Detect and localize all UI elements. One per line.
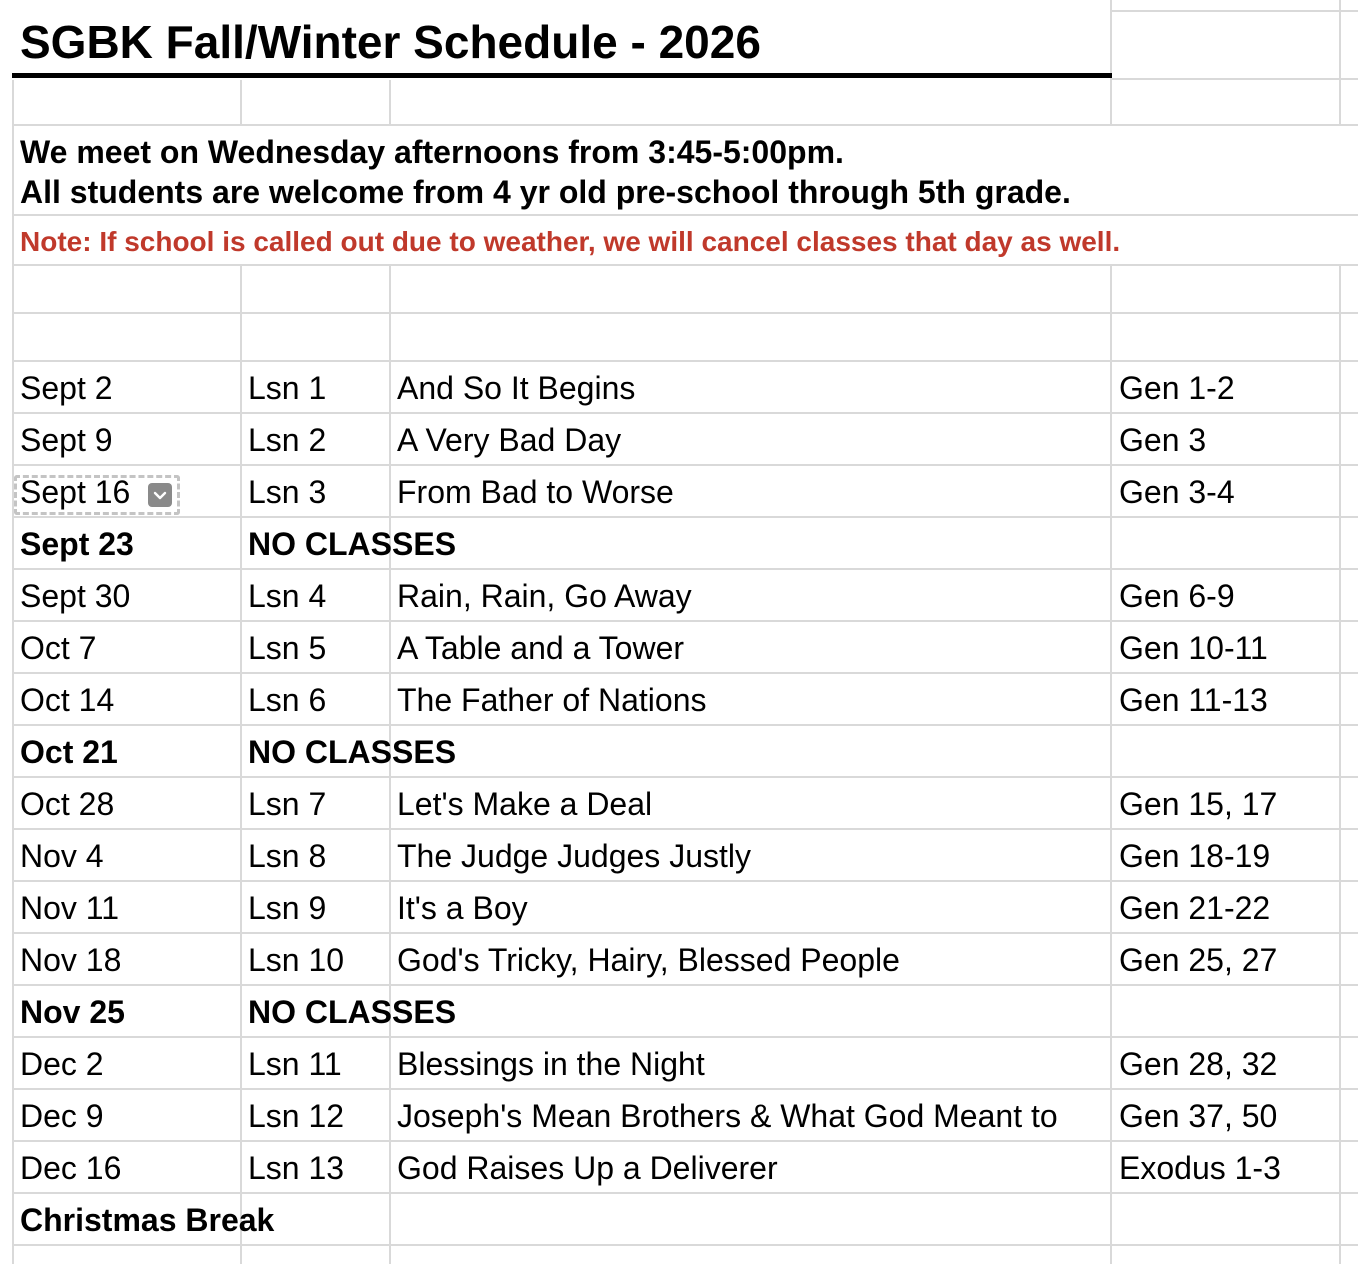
grid-line: [1110, 78, 1358, 80]
lesson-cell[interactable]: Lsn 13: [248, 1150, 345, 1186]
lesson-title-cell[interactable]: A Table and a Tower: [397, 630, 685, 666]
lesson-cell[interactable]: Lsn 10: [248, 942, 345, 978]
no-classes-label[interactable]: NO CLASSES: [248, 734, 457, 770]
date-cell[interactable]: Oct 14: [20, 682, 115, 718]
lesson-cell[interactable]: Lsn 9: [248, 890, 327, 926]
lesson-title-cell[interactable]: From Bad to Worse: [397, 474, 674, 510]
date-cell[interactable]: Nov 25: [20, 994, 125, 1030]
scripture-cell[interactable]: Gen 11-13: [1119, 682, 1268, 718]
grid-line: [1110, 266, 1112, 1264]
date-cell[interactable]: Dec 16: [20, 1150, 122, 1186]
grid-line: [389, 80, 391, 126]
lesson-cell[interactable]: Lsn 12: [248, 1098, 345, 1134]
lesson-title-cell[interactable]: And So It Begins: [397, 370, 636, 406]
grid-line: [240, 80, 242, 126]
weather-note[interactable]: Note: If school is called out due to weather, we will cancel classes that day as well.: [20, 226, 1121, 257]
lesson-title-cell[interactable]: A Very Bad Day: [397, 422, 622, 458]
date-cell[interactable]: Oct 28: [20, 786, 115, 822]
no-classes-label[interactable]: NO CLASSES: [248, 526, 457, 562]
grid-line: [1339, 0, 1341, 126]
scripture-cell[interactable]: Gen 10-11: [1119, 630, 1268, 666]
lesson-title-cell[interactable]: Let's Make a Deal: [397, 786, 653, 822]
grid-line: [1339, 266, 1341, 1264]
scripture-cell[interactable]: Gen 25, 27: [1119, 942, 1278, 978]
scripture-cell[interactable]: Gen 18-19: [1119, 838, 1271, 874]
date-cell[interactable]: Dec 9: [20, 1098, 104, 1134]
scripture-cell[interactable]: Gen 28, 32: [1119, 1046, 1278, 1082]
grid-line: [12, 312, 1358, 314]
lesson-cell[interactable]: Lsn 11: [248, 1046, 342, 1082]
scripture-cell[interactable]: Gen 3-4: [1119, 474, 1235, 510]
grid-line: [12, 360, 1358, 362]
date-cell[interactable]: Sept 23: [20, 526, 134, 562]
lesson-title-cell[interactable]: Blessings in the Night: [397, 1046, 705, 1082]
scripture-cell[interactable]: Gen 6-9: [1119, 578, 1235, 614]
date-cell[interactable]: Nov 11: [20, 890, 120, 926]
grid-line: [12, 264, 1358, 266]
lesson-title-cell[interactable]: The Judge Judges Justly: [397, 838, 751, 874]
date-cell[interactable]: Nov 4: [20, 838, 104, 874]
grid-line: [1110, 10, 1358, 12]
scripture-cell[interactable]: Exodus 1-3: [1119, 1150, 1281, 1186]
scripture-cell[interactable]: Gen 37, 50: [1119, 1098, 1278, 1134]
scripture-cell[interactable]: Gen 3: [1119, 422, 1207, 458]
grid-line: [12, 124, 1358, 126]
lesson-title-cell[interactable]: Rain, Rain, Go Away: [397, 578, 692, 614]
lesson-title-cell[interactable]: It's a Boy: [397, 890, 528, 926]
lesson-cell[interactable]: Lsn 3: [248, 474, 327, 510]
grid-line: [12, 214, 1358, 216]
scripture-cell[interactable]: Gen 1-2: [1119, 370, 1235, 406]
lesson-cell[interactable]: Lsn 7: [248, 786, 327, 822]
title-underline: [12, 73, 1112, 78]
scripture-cell[interactable]: Gen 21-22: [1119, 890, 1271, 926]
lesson-title-cell[interactable]: God's Tricky, Hairy, Blessed People: [397, 942, 900, 978]
page-title[interactable]: SGBK Fall/Winter Schedule - 2026: [20, 16, 761, 68]
lesson-cell[interactable]: Lsn 2: [248, 422, 327, 458]
lesson-cell[interactable]: Lsn 4: [248, 578, 327, 614]
date-cell[interactable]: Sept 2: [20, 370, 113, 406]
chevron-down-icon[interactable]: [148, 483, 172, 507]
date-cell[interactable]: Oct 21: [20, 734, 118, 770]
grid-line: [240, 266, 242, 1264]
date-cell[interactable]: Sept 9: [20, 422, 113, 458]
date-cell[interactable]: Dec 2: [20, 1046, 104, 1082]
date-cell[interactable]: Sept 30: [20, 578, 131, 614]
christmas-break-label[interactable]: Christmas Break: [20, 1202, 275, 1238]
date-cell[interactable]: Oct 7: [20, 630, 97, 666]
meeting-time-text[interactable]: We meet on Wednesday afternoons from 3:45-5:00pm.: [20, 134, 844, 170]
date-cell[interactable]: Sept 16: [20, 474, 131, 510]
lesson-cell[interactable]: Lsn 6: [248, 682, 327, 718]
lesson-cell[interactable]: Lsn 5: [248, 630, 327, 666]
lesson-cell[interactable]: Lsn 8: [248, 838, 327, 874]
eligibility-text[interactable]: All students are welcome from 4 yr old pre-school through 5th grade.: [20, 174, 1071, 210]
grid-line: [1110, 0, 1112, 126]
lesson-title-cell[interactable]: Joseph's Mean Brothers & What God Meant to: [397, 1098, 1058, 1134]
no-classes-label[interactable]: NO CLASSES: [248, 994, 457, 1030]
scripture-cell[interactable]: Gen 15, 17: [1119, 786, 1278, 822]
lesson-cell[interactable]: Lsn 1: [248, 370, 327, 406]
date-cell[interactable]: Nov 18: [20, 942, 122, 978]
lesson-title-cell[interactable]: God Raises Up a Deliverer: [397, 1150, 778, 1186]
lesson-title-cell[interactable]: The Father of Nations: [397, 682, 707, 718]
